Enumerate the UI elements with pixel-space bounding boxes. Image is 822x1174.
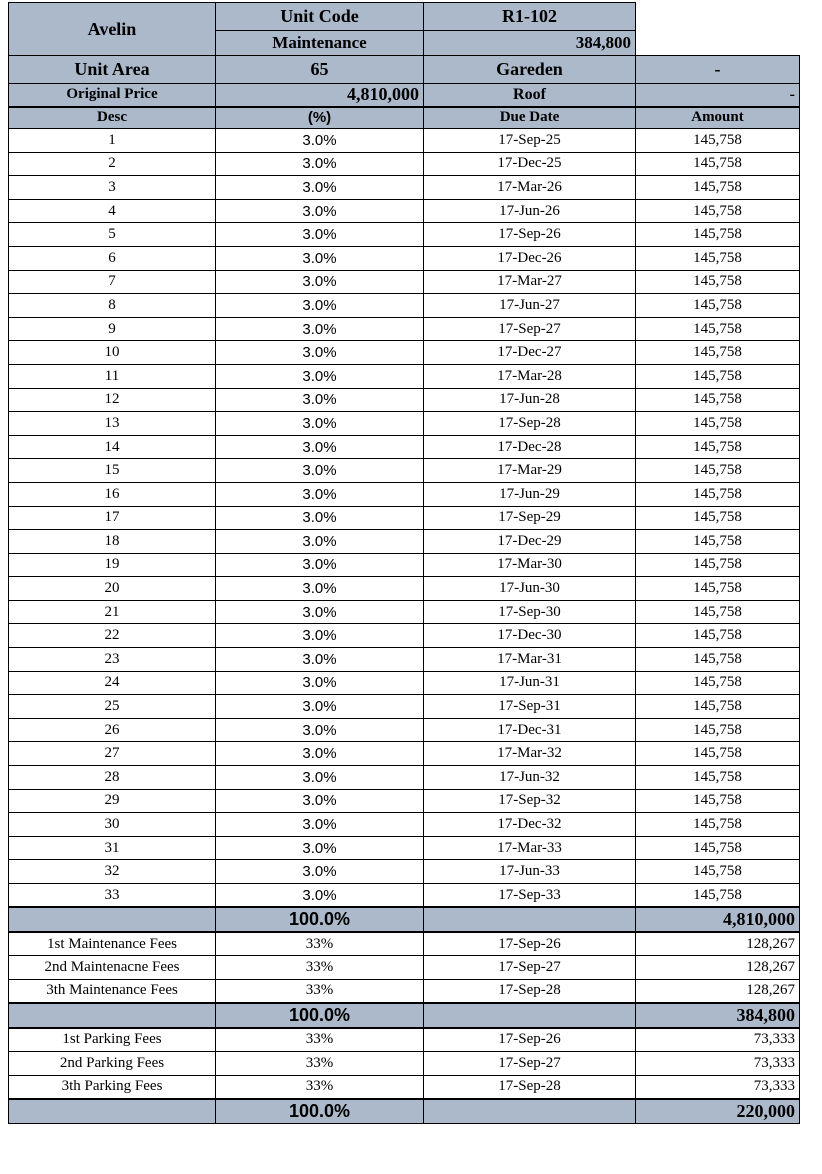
installment-row — [9, 364, 800, 388]
installment-pct: 3.0% — [216, 176, 424, 200]
installment-pct: 3.0% — [216, 152, 424, 176]
installment-row — [9, 553, 800, 577]
parking-fee-amount: 73,333 — [636, 1028, 800, 1052]
installment-pct: 3.0% — [216, 671, 424, 695]
installment-amount: 145,758 — [636, 742, 800, 766]
installment-pct: 3.0% — [216, 553, 424, 577]
installment-row — [9, 482, 800, 506]
installment-amount: 145,758 — [636, 294, 800, 318]
installment-row — [9, 341, 800, 365]
installment-pct: 3.0% — [216, 766, 424, 790]
roof-value: - — [636, 84, 800, 107]
maintenance-total — [9, 1003, 800, 1028]
installment-desc: 3 — [9, 176, 216, 200]
installment-amount: 145,758 — [636, 624, 800, 648]
installment-due-date: 17-Dec-28 — [424, 435, 636, 459]
parking-total-blank2 — [424, 1099, 636, 1124]
installments-total-amount: 4,810,000 — [636, 907, 800, 932]
installment-amount: 145,758 — [636, 270, 800, 294]
installment-pct: 3.0% — [216, 813, 424, 837]
installment-desc: 1 — [9, 129, 216, 153]
installments-total-blank — [9, 907, 216, 932]
installment-pct: 3.0% — [216, 836, 424, 860]
installment-row — [9, 648, 800, 672]
installment-desc: 29 — [9, 789, 216, 813]
installment-pct: 3.0% — [216, 482, 424, 506]
installment-row — [9, 530, 800, 554]
installment-desc: 31 — [9, 836, 216, 860]
parking-fee-pct: 33% — [216, 1051, 424, 1075]
installment-desc: 20 — [9, 577, 216, 601]
installment-desc: 15 — [9, 459, 216, 483]
installment-desc: 25 — [9, 695, 216, 719]
installment-amount: 145,758 — [636, 223, 800, 247]
installment-pct: 3.0% — [216, 530, 424, 554]
installment-pct: 3.0% — [216, 742, 424, 766]
maintenance-fee-amount: 128,267 — [636, 932, 800, 956]
installment-row — [9, 884, 800, 908]
installment-desc: 24 — [9, 671, 216, 695]
installment-due-date: 17-Dec-29 — [424, 530, 636, 554]
col-header-amount: Amount — [636, 107, 800, 129]
parking-fee-row — [9, 1051, 800, 1075]
installment-due-date: 17-Dec-32 — [424, 813, 636, 837]
installment-due-date: 17-Sep-27 — [424, 317, 636, 341]
installment-desc: 13 — [9, 412, 216, 436]
installment-pct: 3.0% — [216, 199, 424, 223]
parking-fee-desc: 1st Parking Fees — [9, 1028, 216, 1052]
original-price-value: 4,810,000 — [216, 84, 424, 107]
installment-desc: 22 — [9, 624, 216, 648]
installment-due-date: 17-Mar-32 — [424, 742, 636, 766]
installment-desc: 14 — [9, 435, 216, 459]
maintenance-fee-pct: 33% — [216, 979, 424, 1003]
parking-fee-due-date: 17-Sep-26 — [424, 1028, 636, 1052]
installment-pct: 3.0% — [216, 129, 424, 153]
installment-amount: 145,758 — [636, 836, 800, 860]
installment-due-date: 17-Sep-33 — [424, 884, 636, 908]
installment-due-date: 17-Mar-31 — [424, 648, 636, 672]
garden-label: Gareden — [424, 56, 636, 84]
installment-due-date: 17-Dec-31 — [424, 718, 636, 742]
col-header-due-date: Due Date — [424, 107, 636, 129]
installment-row — [9, 789, 800, 813]
installment-amount: 145,758 — [636, 364, 800, 388]
installment-row — [9, 246, 800, 270]
installment-row — [9, 577, 800, 601]
parking-fee-desc: 3th Parking Fees — [9, 1075, 216, 1099]
installment-due-date: 17-Mar-33 — [424, 836, 636, 860]
installment-due-date: 17-Jun-33 — [424, 860, 636, 884]
installment-row — [9, 813, 800, 837]
installment-amount: 145,758 — [636, 317, 800, 341]
installment-row — [9, 152, 800, 176]
parking-fee-amount: 73,333 — [636, 1075, 800, 1099]
installment-row — [9, 199, 800, 223]
installment-row — [9, 671, 800, 695]
installment-row — [9, 860, 800, 884]
installment-amount: 145,758 — [636, 176, 800, 200]
maintenance-value: 384,800 — [424, 31, 636, 56]
installment-row — [9, 388, 800, 412]
installment-amount: 145,758 — [636, 766, 800, 790]
installment-due-date: 17-Jun-30 — [424, 577, 636, 601]
installments-total-pct: 100.0% — [216, 907, 424, 932]
installment-due-date: 17-Sep-28 — [424, 412, 636, 436]
installment-desc: 9 — [9, 317, 216, 341]
installment-amount: 145,758 — [636, 530, 800, 554]
maintenance-fee-desc: 2nd Maintenacne Fees — [9, 956, 216, 980]
installment-amount: 145,758 — [636, 648, 800, 672]
installment-pct: 3.0% — [216, 388, 424, 412]
installment-pct: 3.0% — [216, 860, 424, 884]
installment-desc: 2 — [9, 152, 216, 176]
installment-desc: 6 — [9, 246, 216, 270]
parking-fee-amount: 73,333 — [636, 1051, 800, 1075]
installment-amount: 145,758 — [636, 860, 800, 884]
installment-desc: 10 — [9, 341, 216, 365]
maintenance-total-amount: 384,800 — [636, 1003, 800, 1028]
installment-pct: 3.0% — [216, 294, 424, 318]
installment-due-date: 17-Mar-30 — [424, 553, 636, 577]
installments-total — [9, 907, 800, 932]
parking-fee-pct: 33% — [216, 1075, 424, 1099]
installment-desc: 21 — [9, 600, 216, 624]
installment-due-date: 17-Sep-29 — [424, 506, 636, 530]
maintenance-fee-amount: 128,267 — [636, 956, 800, 980]
installment-desc: 30 — [9, 813, 216, 837]
unit-code-value: R1-102 — [424, 3, 636, 31]
installment-pct: 3.0% — [216, 317, 424, 341]
installment-pct: 3.0% — [216, 718, 424, 742]
installment-amount: 145,758 — [636, 482, 800, 506]
parking-total-amount: 220,000 — [636, 1099, 800, 1124]
installment-desc: 7 — [9, 270, 216, 294]
installment-amount: 145,758 — [636, 671, 800, 695]
installment-due-date: 17-Sep-32 — [424, 789, 636, 813]
installment-amount: 145,758 — [636, 553, 800, 577]
installment-desc: 27 — [9, 742, 216, 766]
installment-amount: 145,758 — [636, 152, 800, 176]
maintenance-total-pct: 100.0% — [216, 1003, 424, 1028]
parking-total — [9, 1099, 800, 1124]
installment-desc: 33 — [9, 884, 216, 908]
installment-due-date: 17-Jun-29 — [424, 482, 636, 506]
installment-row — [9, 317, 800, 341]
parking-fee-due-date: 17-Sep-28 — [424, 1075, 636, 1099]
roof-label: Roof — [424, 84, 636, 107]
installment-row — [9, 459, 800, 483]
installment-pct: 3.0% — [216, 435, 424, 459]
parking-fee-row — [9, 1028, 800, 1052]
installment-row — [9, 695, 800, 719]
installment-due-date: 17-Sep-25 — [424, 129, 636, 153]
project-name: Avelin — [9, 3, 216, 56]
maintenance-fee-pct: 33% — [216, 956, 424, 980]
installment-pct: 3.0% — [216, 246, 424, 270]
installment-desc: 16 — [9, 482, 216, 506]
garden-value: - — [636, 56, 800, 84]
installment-row — [9, 412, 800, 436]
installment-due-date: 17-Jun-32 — [424, 766, 636, 790]
installment-amount: 145,758 — [636, 577, 800, 601]
maintenance-fee-pct: 33% — [216, 932, 424, 956]
installment-desc: 23 — [9, 648, 216, 672]
installment-row — [9, 129, 800, 153]
original-price-label: Original Price — [9, 84, 216, 107]
installment-amount: 145,758 — [636, 435, 800, 459]
installment-due-date: 17-Mar-26 — [424, 176, 636, 200]
installment-desc: 32 — [9, 860, 216, 884]
installment-amount: 145,758 — [636, 341, 800, 365]
installment-desc: 19 — [9, 553, 216, 577]
installments-total-blank2 — [424, 907, 636, 932]
installment-due-date: 17-Mar-27 — [424, 270, 636, 294]
installment-pct: 3.0% — [216, 648, 424, 672]
installment-due-date: 17-Dec-27 — [424, 341, 636, 365]
installment-row — [9, 718, 800, 742]
unit-area-value: 65 — [216, 56, 424, 84]
installment-due-date: 17-Sep-31 — [424, 695, 636, 719]
installment-pct: 3.0% — [216, 364, 424, 388]
installment-amount: 145,758 — [636, 813, 800, 837]
installment-amount: 145,758 — [636, 695, 800, 719]
installment-amount: 145,758 — [636, 412, 800, 436]
installment-desc: 5 — [9, 223, 216, 247]
installment-due-date: 17-Jun-27 — [424, 294, 636, 318]
installment-pct: 3.0% — [216, 459, 424, 483]
installment-amount: 145,758 — [636, 600, 800, 624]
installment-pct: 3.0% — [216, 341, 424, 365]
maintenance-total-blank2 — [424, 1003, 636, 1028]
installment-pct: 3.0% — [216, 270, 424, 294]
installment-pct: 3.0% — [216, 600, 424, 624]
installment-amount: 145,758 — [636, 789, 800, 813]
installment-amount: 145,758 — [636, 506, 800, 530]
maintenance-total-blank — [9, 1003, 216, 1028]
installment-desc: 18 — [9, 530, 216, 554]
installment-row — [9, 836, 800, 860]
installment-row — [9, 270, 800, 294]
installment-amount: 145,758 — [636, 199, 800, 223]
installment-pct: 3.0% — [216, 884, 424, 908]
unit-area-label: Unit Area — [9, 56, 216, 84]
maintenance-fee-amount: 128,267 — [636, 979, 800, 1003]
parking-total-blank — [9, 1099, 216, 1124]
parking-fee-due-date: 17-Sep-27 — [424, 1051, 636, 1075]
maintenance-fee-due-date: 17-Sep-27 — [424, 956, 636, 980]
maintenance-fee-row — [9, 956, 800, 980]
col-header-pct: (%) — [216, 107, 424, 129]
installment-due-date: 17-Sep-30 — [424, 600, 636, 624]
installment-due-date: 17-Jun-28 — [424, 388, 636, 412]
parking-total-pct: 100.0% — [216, 1099, 424, 1124]
installment-desc: 11 — [9, 364, 216, 388]
unit-code-label: Unit Code — [216, 3, 424, 31]
installment-row — [9, 223, 800, 247]
installment-due-date: 17-Dec-25 — [424, 152, 636, 176]
installment-amount: 145,758 — [636, 388, 800, 412]
installment-due-date: 17-Dec-26 — [424, 246, 636, 270]
installment-amount: 145,758 — [636, 718, 800, 742]
col-header-desc: Desc — [9, 107, 216, 129]
installment-pct: 3.0% — [216, 412, 424, 436]
installment-due-date: 17-Jun-31 — [424, 671, 636, 695]
installment-amount: 145,758 — [636, 884, 800, 908]
installment-row — [9, 742, 800, 766]
maintenance-fee-desc: 3th Maintenance Fees — [9, 979, 216, 1003]
parking-fee-row — [9, 1075, 800, 1099]
installment-pct: 3.0% — [216, 223, 424, 247]
installment-row — [9, 435, 800, 459]
payment-schedule-table — [8, 2, 800, 1124]
installment-desc: 8 — [9, 294, 216, 318]
installment-due-date: 17-Mar-29 — [424, 459, 636, 483]
installment-desc: 28 — [9, 766, 216, 790]
installment-amount: 145,758 — [636, 246, 800, 270]
installment-pct: 3.0% — [216, 695, 424, 719]
installment-row — [9, 766, 800, 790]
installment-due-date: 17-Mar-28 — [424, 364, 636, 388]
installment-pct: 3.0% — [216, 789, 424, 813]
installment-desc: 26 — [9, 718, 216, 742]
installment-pct: 3.0% — [216, 506, 424, 530]
maintenance-fee-due-date: 17-Sep-26 — [424, 932, 636, 956]
installment-amount: 145,758 — [636, 459, 800, 483]
installment-desc: 17 — [9, 506, 216, 530]
installment-amount: 145,758 — [636, 129, 800, 153]
installment-due-date: 17-Jun-26 — [424, 199, 636, 223]
installment-row — [9, 600, 800, 624]
installment-row — [9, 294, 800, 318]
installment-due-date: 17-Dec-30 — [424, 624, 636, 648]
installment-row — [9, 506, 800, 530]
maintenance-fee-due-date: 17-Sep-28 — [424, 979, 636, 1003]
maintenance-fee-row — [9, 932, 800, 956]
maintenance-label: Maintenance — [216, 31, 424, 56]
installment-pct: 3.0% — [216, 624, 424, 648]
parking-fee-pct: 33% — [216, 1028, 424, 1052]
maintenance-fee-desc: 1st Maintenance Fees — [9, 932, 216, 956]
parking-fee-desc: 2nd Parking Fees — [9, 1051, 216, 1075]
installment-desc: 4 — [9, 199, 216, 223]
installment-row — [9, 176, 800, 200]
maintenance-fee-row — [9, 979, 800, 1003]
installment-row — [9, 624, 800, 648]
installment-desc: 12 — [9, 388, 216, 412]
installment-due-date: 17-Sep-26 — [424, 223, 636, 247]
installment-pct: 3.0% — [216, 577, 424, 601]
